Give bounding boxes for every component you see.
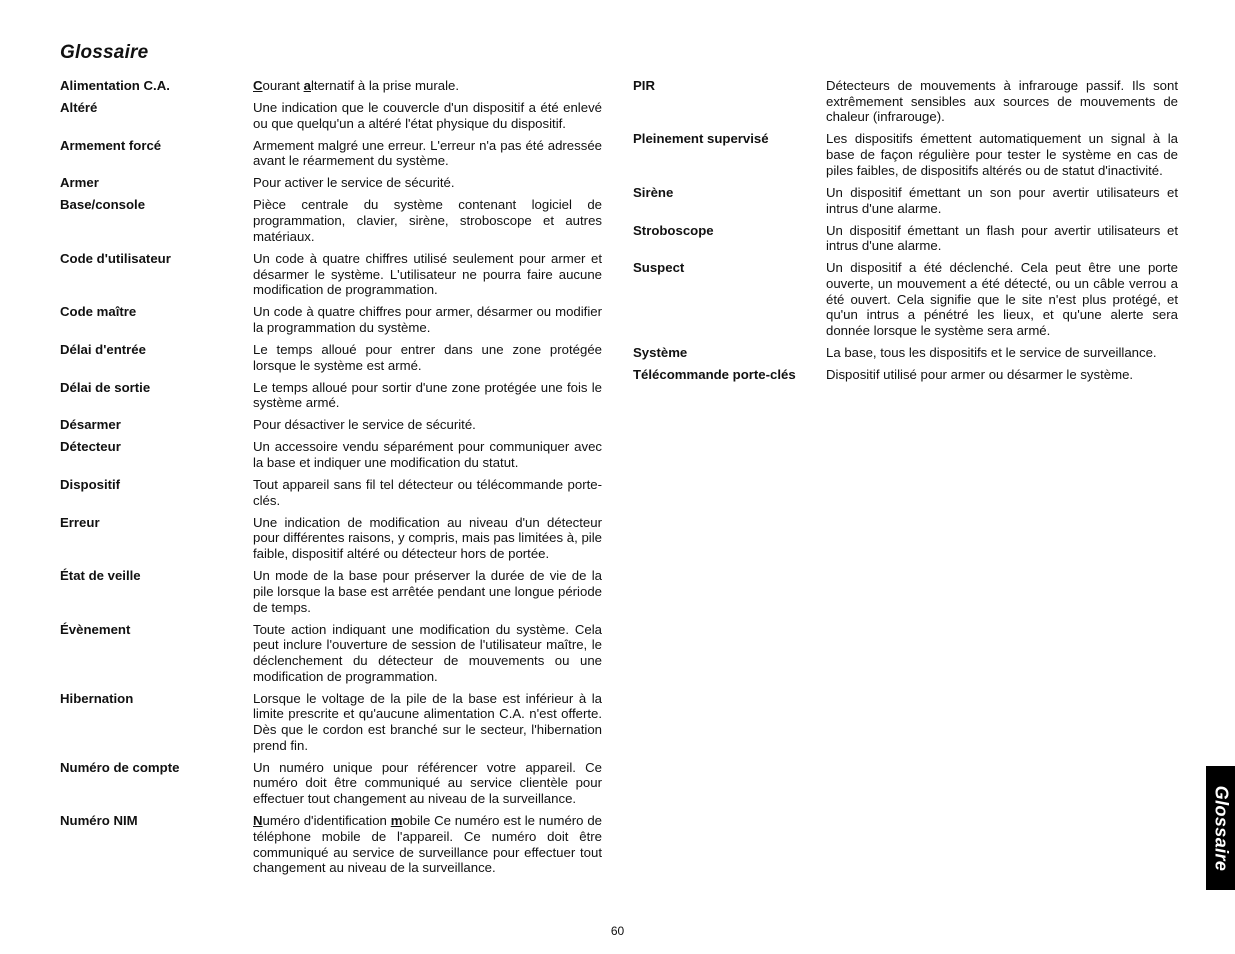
glossary-entry — [60, 304, 602, 335]
glossary-definition: Toute action indiquant une modification du système. Cela peut inclure l'ouverture de session de l'utilisateur maître, le déclenchement du détecteur de mouvements ou une modification de programmation. — [253, 621, 602, 684]
glossary-term: Délai de sortie — [60, 379, 151, 395]
glossary-definition: Pour désactiver le service de sécurité. — [253, 417, 476, 433]
glossary-term: Alimentation C.A. — [60, 78, 170, 93]
glossary-entry — [60, 342, 602, 373]
glossary-definition: Armement malgré une erreur. L'erreur n'a pas été adressée avant le réarmement du système. — [253, 137, 602, 169]
glossary-term: Numéro NIM — [60, 813, 138, 829]
glossary-term: Base/console — [60, 197, 146, 213]
glossary-entry — [60, 622, 602, 685]
glossary-entry — [60, 568, 602, 615]
glossary-definition: Dispositif utilisé pour armer ou désarmer le système. — [826, 367, 1134, 383]
page-title: Glossaire — [60, 42, 149, 63]
glossary-entry — [633, 367, 1178, 383]
glossary-entry — [633, 345, 1178, 361]
glossary-definition: Un accessoire vendu séparément pour communiquer avec la base et indiquer une modification du statut. — [253, 439, 602, 471]
glossary-term: Code maître — [60, 304, 137, 320]
glossary-term: Numéro de compte — [60, 759, 180, 775]
glossary-entry — [633, 131, 1178, 178]
glossary-definition: La base, tous les dispositifs et le service de surveillance. — [826, 345, 1157, 361]
glossary-definition: Pièce centrale du système contenant logiciel de programmation, clavier, sirène, stroboscope et autres matériaux. — [253, 197, 602, 244]
glossary-term: Évènement — [60, 621, 131, 637]
glossary-definition: Une indication de modification au niveau d'un détecteur pour différentes raisons, y compris, mais pas limitées à, pile faible, dispositif altéré ou détecteur hors de portée. — [253, 514, 602, 562]
glossary-definition: Les dispositifs émettent automatiquement un signal à la base de façon régulière pour tester le système en cas de piles faibles, de dispositifs altérés ou de statut d'inactivité. — [826, 131, 1178, 178]
glossary-entry — [60, 760, 602, 807]
glossary-term: Pleinement supervisé — [633, 131, 769, 147]
glossary-definition: Un code à quatre chiffres utilisé seulement pour armer et désarmer le système. L'utilisateur ne pourra faire aucune modification de programmation. — [253, 250, 602, 298]
glossary-definition: Tout appareil sans fil tel détecteur ou télécommande porte-clés. — [253, 477, 602, 508]
glossary-definition: Un dispositif a été déclenché. Cela peut être une porte ouverte, un mouvement a été détecté, ou un câble verrou a été ouvert. Cela signifie que le site n'est plus protégé, et qu'un intrus a pénétré les lieux, et qu'une alerte sera donnée lorsque le système sera armé. — [826, 260, 1178, 339]
glossary-term: Stroboscope — [633, 222, 714, 238]
glossary-term: Délai d'entrée — [60, 341, 146, 357]
glossary-term: Altéré — [60, 100, 98, 115]
glossary-entry — [60, 138, 602, 169]
glossary-term: PIR — [633, 78, 655, 93]
glossary-entry — [633, 78, 1178, 125]
glossary-entry — [60, 417, 602, 433]
glossary-term: Détecteur — [60, 439, 121, 455]
glossary-left-column — [60, 78, 602, 882]
glossary-entry — [60, 78, 602, 94]
glossary-term: Suspect — [633, 260, 685, 276]
glossary-definition: Un code à quatre chiffres pour armer, désarmer ou modifier la programmation du système. — [253, 304, 602, 335]
glossary-term: Erreur — [60, 514, 100, 530]
glossary-definition: Le temps alloué pour sortir d'une zone protégée une fois le système armé. — [253, 379, 602, 411]
glossary-entry — [60, 100, 602, 131]
glossary-definition: Le temps alloué pour entrer dans une zone protégée lorsque le système est armé. — [253, 341, 602, 373]
glossary-term: Armement forcé — [60, 137, 162, 153]
glossary-entry — [60, 197, 602, 244]
glossary-definition: Détecteurs de mouvements à infrarouge passif. Ils sont extrêmement sensibles aux sources de mouvements de chaleur (infrarouge). — [826, 78, 1178, 125]
side-tab-label: Glossaire — [1211, 785, 1231, 871]
glossary-definition: Courant alternatif à la prise murale. — [253, 78, 459, 93]
glossary-definition: Lorsque le voltage de la pile de la base est inférieur à la limite prescrite et qu'aucune alimentation C.A. n'est offerte. Dès que le cordon est branché sur le secteur, l'hibernation prend fin. — [253, 690, 602, 753]
glossary-entry — [633, 185, 1178, 216]
glossary-term: Télécommande porte-clés — [633, 367, 796, 383]
glossary-entry — [60, 439, 602, 470]
glossary-definition: Un numéro unique pour référencer votre appareil. Ce numéro doit être communiqué au service clientèle pour effectuer tout changement au niveau de la surveillance. — [253, 759, 602, 807]
glossary-term: Code d'utilisateur — [60, 250, 171, 266]
glossary-term: État de veille — [60, 568, 141, 584]
glossary-definition: Une indication que le couvercle d'un dispositif a été enlevé ou que quelqu'un a altéré l'état physique du dispositif. — [253, 100, 602, 131]
glossary-definition: Un mode de la base pour préserver la durée de vie de la pile lorsque la base est arrêtée pendant une longue période de temps. — [253, 568, 602, 615]
glossary-definition: Pour activer le service de sécurité. — [253, 175, 455, 191]
glossary-term: Sirène — [633, 184, 674, 200]
glossary-entry — [60, 477, 602, 508]
glossary-term: Désarmer — [60, 417, 121, 433]
glossary-definition: Un dispositif émettant un son pour avertir utilisateurs et intrus d'une alarme. — [826, 184, 1178, 216]
glossary-entry — [633, 260, 1178, 339]
glossary-term: Système — [633, 345, 688, 361]
glossary-definition: Un dispositif émettant un flash pour avertir utilisateurs et intrus d'une alarme. — [826, 222, 1178, 254]
glossary-right-column — [633, 78, 1178, 389]
glossary-entry — [60, 691, 602, 754]
glossary-entry — [60, 251, 602, 298]
side-section-tab — [1206, 766, 1235, 890]
page-number: 60 — [610, 924, 625, 938]
glossary-term: Dispositif — [60, 477, 121, 493]
glossary-entry — [60, 380, 602, 411]
glossary-entry — [633, 223, 1178, 254]
glossary-term: Armer — [60, 175, 99, 191]
glossary-term: Hibernation — [60, 690, 134, 706]
glossary-entry — [60, 515, 602, 562]
glossary-entry — [60, 175, 602, 191]
glossary-definition: Numéro d'identification mobile Ce numéro est le numéro de téléphone mobile de l'appareil. Ce numéro doit être communiqué au service de surveillance pour effectuer tout changement au niveau de la surveillance. — [253, 813, 602, 876]
glossary-entry — [60, 813, 602, 876]
